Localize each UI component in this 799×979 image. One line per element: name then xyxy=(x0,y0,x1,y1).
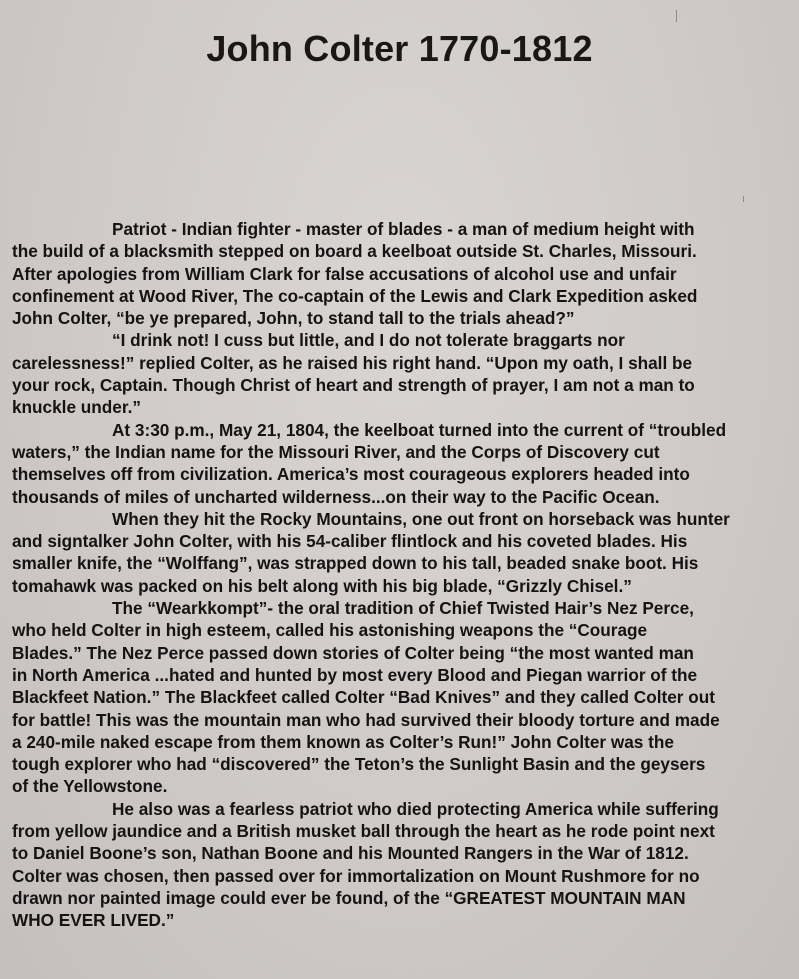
text-line: waters,” the Indian name for the Missouri River, and the Corps of Discovery cut xyxy=(12,441,660,462)
text-line: in North America ...hated and hunted by most every Blood and Piegan warrior of the xyxy=(12,664,698,685)
text-line: “I drink not! I cuss but little, and I do not tolerate braggarts nor xyxy=(112,330,625,351)
text-line: He also was a fearless patriot who died protecting America while suffering xyxy=(112,798,719,819)
text-line: confinement at Wood River, The co-captain of the Lewis and Clark Expedition asked xyxy=(12,285,698,306)
text-line: Colter was chosen, then passed over for immortalization on Mount Rushmore for no xyxy=(12,865,700,886)
paragraph xyxy=(12,508,796,597)
text-line: smaller knife, the “Wolffang”, was strapped down to his tall, beaded snake boot. His xyxy=(12,553,699,574)
page-title: John Colter 1770-1812 xyxy=(206,28,593,69)
paper-scratch-mark xyxy=(676,10,677,22)
text-line: of the Yellowstone. xyxy=(12,776,168,797)
text-line: from yellow jaundice and a British musket ball through the heart as he rode point next xyxy=(12,821,715,842)
text-line: tough explorer who had “discovered” the Teton’s the Sunlight Basin and the geysers xyxy=(12,754,706,775)
document-body xyxy=(12,218,796,932)
text-line: thousands of miles of uncharted wilderness...on their way to the Pacific Ocean. xyxy=(12,486,660,507)
paper-scratch-mark xyxy=(743,196,744,202)
text-line: drawn nor painted image could ever be found, of the “GREATEST MOUNTAIN MAN xyxy=(12,887,686,908)
text-line: a 240-mile naked escape from them known as Colter’s Run!” John Colter was the xyxy=(12,731,674,752)
paragraph xyxy=(12,218,796,329)
text-line: tomahawk was packed on his belt along with his big blade, “Grizzly Chisel.” xyxy=(12,575,632,596)
paragraph xyxy=(12,419,796,508)
text-line: carelessness!” replied Colter, as he raised his right hand. “Upon my oath, I shall be xyxy=(12,352,693,373)
text-line: John Colter, “be ye prepared, John, to stand tall to the trials ahead?” xyxy=(12,308,575,329)
paragraph xyxy=(12,329,796,418)
text-line: for battle! This was the mountain man who had survived their bloody torture and made xyxy=(12,709,720,730)
text-line: themselves off from civilization. America’s most courageous explorers headed into xyxy=(12,464,690,485)
text-line: knuckle under.” xyxy=(12,397,141,418)
text-line: At 3:30 p.m., May 21, 1804, the keelboat turned into the current of “troubled xyxy=(112,419,727,440)
paragraph xyxy=(12,597,796,798)
text-line: Blackfeet Nation.” The Blackfeet called Colter “Bad Knives” and they called Colter out xyxy=(12,687,715,708)
text-line: When they hit the Rocky Mountains, one out front on horseback was hunter xyxy=(112,508,730,529)
text-line: who held Colter in high esteem, called his astonishing weapons the “Courage xyxy=(12,620,648,641)
paragraph xyxy=(12,798,796,932)
text-line: Blades.” The Nez Perce passed down stories of Colter being “the most wanted man xyxy=(12,642,694,663)
text-line: the build of a blacksmith stepped on board a keelboat outside St. Charles, Missouri. xyxy=(12,241,697,262)
text-line: The “Wearkkompt”- the oral tradition of Chief Twisted Hair’s Nez Perce, xyxy=(112,598,694,619)
text-line: and signtalker John Colter, with his 54-caliber flintlock and his coveted blades. His xyxy=(12,531,688,552)
text-line: After apologies from William Clark for false accusations of alcohol use and unfair xyxy=(12,263,677,284)
text-line: to Daniel Boone’s son, Nathan Boone and his Mounted Rangers in the War of 1812. xyxy=(12,843,689,864)
text-line: WHO EVER LIVED.” xyxy=(12,910,175,931)
text-line: your rock, Captain. Though Christ of heart and strength of prayer, I am not a man to xyxy=(12,375,695,396)
text-line: Patriot - Indian fighter - master of blades - a man of medium height with xyxy=(112,219,695,239)
